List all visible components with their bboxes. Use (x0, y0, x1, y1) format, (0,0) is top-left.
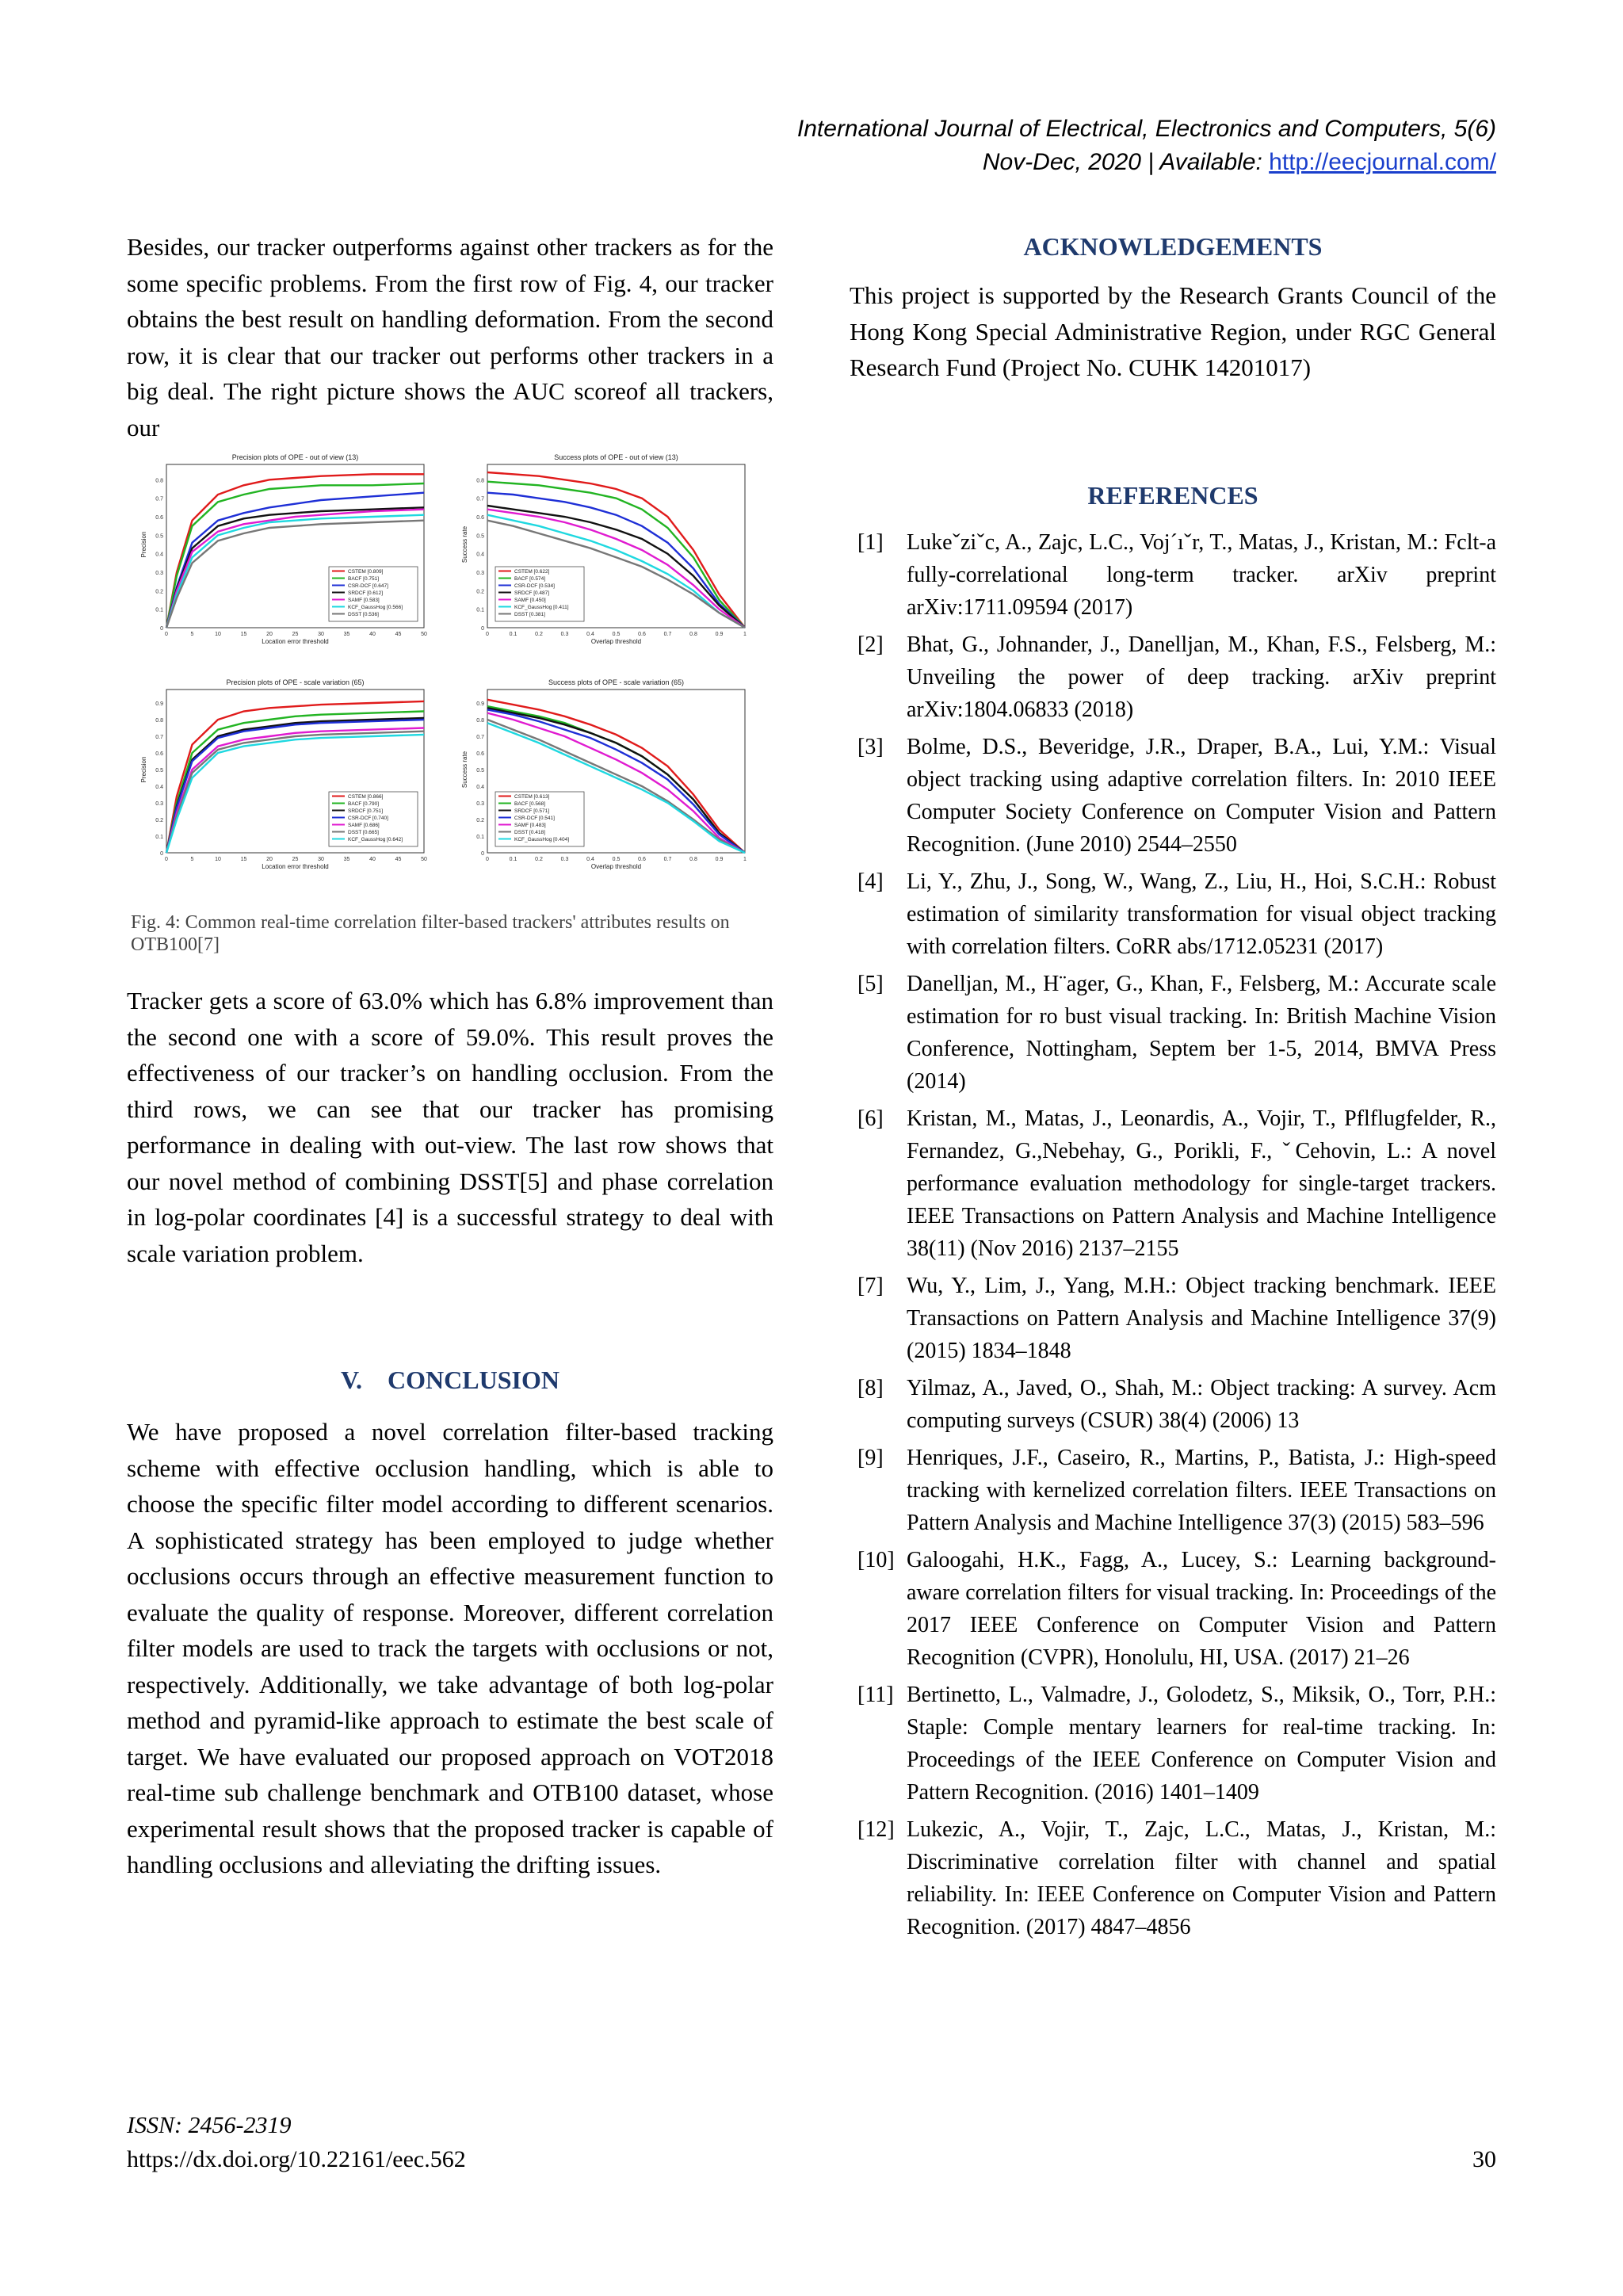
x-tick-label: 15 (240, 857, 247, 862)
acknowledgements-heading: ACKNOWLEDGEMENTS (1023, 232, 1323, 261)
chart-panel (140, 678, 427, 870)
x-tick-label: 30 (318, 632, 324, 637)
reference-text: Danelljan, M., H¨ager, G., Khan, F., Felsberg, M.: Accurate scale estimation for ro bust visual tracking. In: British Machine Vision Conference, Nottingham, Septem ber 1-5, 2014, BMVA Press (2014) (907, 972, 1496, 1094)
reference-item (857, 968, 1496, 1098)
x-tick-label: 0.8 (689, 632, 697, 637)
x-tick-label: 20 (266, 632, 273, 637)
x-tick-label: 0.5 (612, 632, 621, 637)
y-tick-label: 0.6 (476, 751, 484, 757)
reference-text: Bertinetto, L., Valmadre, J., Golodetz, S., Miksik, O., Torr, P.H.: Staple: Comple mentary learners for real-time tracking. In: Proceedings of the IEEE Conference on Computer Vision and Pattern Recognition. (2016) 1401–1409 (907, 1683, 1496, 1805)
x-tick-label: 25 (292, 632, 299, 637)
reference-number: [8] (857, 1376, 884, 1400)
reference-text: Lukeˇziˇc, A., Zajc, L.C., Voj´ıˇr, T., Matas, J., Kristan, M.: Fclt-a fully-correlational long-term tracker. arXiv preprint arXiv:1711.09594 (2017) (907, 530, 1496, 620)
reference-number: [9] (857, 1446, 884, 1470)
reference-text: Henriques, J.F., Caseiro, R., Martins, P., Batista, J.: High-speed tracking with kernelized correlation filters. IEEE Transactions on Pattern Analysis and Machine Intelligence 37(3) (2015) 583–596 (907, 1446, 1496, 1535)
y-tick-label: 0.4 (155, 552, 163, 558)
journal-url-link[interactable]: http://eecjournal.com/ (1269, 149, 1496, 175)
journal-issue: Nov-Dec, 2020 | Available: (982, 149, 1270, 175)
y-tick-label: 0.8 (155, 718, 163, 724)
y-tick-label: 0.8 (476, 718, 484, 724)
legend-label: DSST [0.665] (348, 830, 379, 835)
acknowledgements-paragraph: This project is supported by the Research Grants Council of the Hong Kong Special Administrative Region, under RGC General Research Fund (Project No. CUHK 14201017) (850, 281, 1496, 381)
figure-caption: Fig. 4: Common real-time correlation filter-based trackers' attributes results on OTB100[7] (131, 912, 730, 955)
chart-panel (461, 678, 747, 870)
x-tick-label: 40 (369, 857, 376, 862)
legend-label: BACF [0.568] (514, 801, 546, 807)
legend-label: CSTEM [0.613] (514, 794, 550, 800)
x-tick-label: 0.8 (689, 857, 697, 862)
legend-label: DSST [0.418] (514, 830, 545, 835)
reference-item (857, 865, 1496, 963)
page-number: 30 (1472, 2146, 1496, 2172)
reference-item (857, 1270, 1496, 1367)
x-tick-label: 0.3 (560, 632, 569, 637)
y-tick-label: 0.9 (476, 701, 484, 707)
legend-label: DSST [0.536] (348, 612, 379, 617)
x-tick-label: 0 (486, 857, 489, 862)
reference-item (857, 526, 1496, 624)
reference-text: Bolme, D.S., Beveridge, J.R., Draper, B.A., Lui, Y.M.: Visual object tracking using adaptive correlation filters. In: 2010 IEEE Computer Society Conference on Computer Vision and Pattern Recognition. (June 2010) 2544–2550 (907, 735, 1496, 857)
footer-issn: ISSN: 2456-2319 (127, 2112, 292, 2138)
y-tick-label: 0.7 (155, 735, 163, 740)
x-tick-label: 40 (369, 632, 376, 637)
y-tick-label: 0.4 (476, 785, 484, 790)
legend-label: CSTEM [0.866] (348, 794, 384, 800)
y-tick-label: 0.5 (476, 533, 484, 540)
conclusion-paragraph: We have proposed a novel correlation filter-based tracking scheme with effective occlusion handling, which is able to choose the specific filter model according to different scenarios. A sophisticated strategy has been employed to judge whether occlusions occurs through an effective measurement function to evaluate the quality of response. Moreover, different correlation filter models are used to track the targets with occlusions or not, respectively. Additionally, we take advantage of both log-polar method and pyramid-like approach to estimate the best scale of target. We have evaluated our proposed approach on VOT2018 real-time sub challenge benchmark and OTB100 dataset, whose experimental result shows that the proposed tracker is capable of handling occlusions and alleviating the drifting issues. (127, 1418, 773, 1878)
reference-item (857, 1372, 1496, 1437)
legend-label: CSTEM [0.809] (348, 569, 384, 575)
reference-number: [4] (857, 869, 884, 894)
legend-label: CSR-DCF [0.534] (514, 583, 555, 589)
legend-label: KCF_GaussHog [0.404] (514, 837, 570, 842)
x-axis-label: Overlap threshold (590, 863, 642, 870)
reference-number: [10] (857, 1548, 895, 1572)
x-tick-label: 5 (190, 857, 194, 862)
legend-label: KCF_GaussHog [0.642] (348, 837, 403, 842)
x-axis-label: Overlap threshold (590, 638, 642, 645)
x-tick-label: 15 (240, 632, 247, 637)
legend-label: SAMF [0.686] (348, 823, 380, 828)
x-tick-label: 1 (743, 857, 747, 862)
figure-4 (127, 450, 785, 930)
x-tick-label: 20 (266, 857, 273, 862)
x-tick-label: 0.7 (663, 857, 672, 862)
reference-text: Kristan, M., Matas, J., Leonardis, A., Vojir, T., Pflflugfelder, R., Fernandez, G.,Nebehay, G., Porikli, F., ˇCehovin, L.: A novel performance evaluation methodology for single-target trackers. IEEE Transactions on Pattern Analysis and Machine Intelligence 38(11) (Nov 2016) 2137–2155 (907, 1106, 1496, 1261)
y-tick-label: 0.7 (476, 496, 484, 502)
reference-number: [6] (857, 1106, 884, 1131)
legend-label: DSST [0.381] (514, 612, 545, 617)
y-tick-label: 0.7 (476, 735, 484, 740)
x-axis-label: Location error threshold (262, 638, 329, 645)
x-tick-label: 0.7 (663, 632, 672, 637)
y-tick-label: 0.8 (155, 478, 163, 484)
reference-item (857, 1544, 1496, 1674)
y-axis-label: Success rate (461, 525, 468, 563)
x-tick-label: 0.4 (586, 632, 594, 637)
reference-item (857, 1679, 1496, 1809)
y-tick-label: 0.8 (476, 478, 484, 484)
x-tick-label: 0.6 (638, 857, 646, 862)
reference-text: Li, Y., Zhu, J., Song, W., Wang, Z., Liu, H., Hoi, S.C.H.: Robust estimation of similarity transformation for visual object tracking with correlation filters. CoRR abs/1712.05231 (2017) (907, 869, 1496, 959)
reference-text: Yilmaz, A., Javed, O., Shah, M.: Object tracking: A survey. Acm computing surveys (CSUR) 38(4) (2006) 13 (907, 1376, 1496, 1433)
x-tick-label: 0.9 (715, 857, 724, 862)
legend-label: BACF [0.790] (348, 801, 380, 807)
y-axis-label: Precision (140, 756, 147, 783)
x-tick-label: 35 (343, 632, 350, 637)
y-tick-label: 0.2 (476, 818, 484, 823)
reference-text: Wu, Y., Lim, J., Yang, M.H.: Object tracking benchmark. IEEE Transactions on Pattern Analysis and Machine Intelligence 37(9) (2015) 1834–1848 (907, 1274, 1496, 1363)
legend-label: SAMF [0.583] (348, 598, 380, 603)
y-tick-label: 0.1 (476, 607, 484, 613)
legend-label: SAMF [0.450] (514, 598, 546, 603)
x-tick-label: 35 (343, 857, 350, 862)
reference-number: [3] (857, 735, 884, 759)
y-tick-label: 0.7 (155, 496, 163, 502)
x-tick-label: 5 (190, 632, 194, 637)
legend-label: CSR-DCF [0.647] (348, 583, 388, 589)
x-tick-label: 0.1 (509, 632, 517, 637)
y-tick-label: 0 (160, 851, 163, 857)
y-tick-label: 0.2 (476, 589, 484, 595)
y-tick-label: 0.3 (476, 801, 484, 807)
legend-label: CSTEM [0.622] (514, 569, 550, 575)
reference-item (857, 1813, 1496, 1943)
x-tick-label: 0.6 (638, 632, 646, 637)
journal-title: International Journal of Electrical, Electronics and Computers, 5(6) (796, 116, 1496, 142)
y-tick-label: 0.9 (155, 701, 163, 707)
reference-item (857, 1102, 1496, 1265)
x-tick-label: 25 (292, 857, 299, 862)
x-tick-label: 0.5 (612, 857, 621, 862)
x-tick-label: 50 (421, 632, 427, 637)
x-axis-label: Location error threshold (262, 863, 329, 870)
x-tick-label: 0 (486, 632, 489, 637)
conclusion-heading: V. CONCLUSION (341, 1366, 559, 1394)
chart-panel (140, 453, 427, 645)
y-tick-label: 0.1 (476, 835, 484, 840)
reference-item (857, 628, 1496, 726)
legend-label: BACF [0.574] (514, 576, 546, 582)
footer-doi-link[interactable]: https://dx.doi.org/10.22161/eec.562 (127, 2146, 466, 2172)
y-axis-label: Precision (140, 531, 147, 558)
y-axis-label: Success rate (461, 751, 468, 789)
reference-number: [1] (857, 530, 884, 555)
journal-issue-line (797, 146, 1496, 179)
chart-panel (461, 453, 747, 645)
y-tick-label: 0.5 (476, 768, 484, 774)
y-tick-label: 0 (481, 626, 484, 632)
y-tick-label: 0.4 (155, 785, 163, 790)
reference-text: Bhat, G., Johnander, J., Danelljan, M., Khan, F.S., Felsberg, M.: Unveiling the power of deep tracking. arXiv preprint arXiv:1804.06833 (2018) (907, 632, 1496, 722)
x-tick-label: 0.4 (586, 857, 594, 862)
x-tick-label: 50 (421, 857, 427, 862)
x-tick-label: 0.2 (535, 632, 543, 637)
journal-header (797, 113, 1496, 179)
y-tick-label: 0.3 (476, 571, 484, 576)
figure-4-charts (127, 450, 785, 910)
y-tick-label: 0.1 (155, 835, 163, 840)
x-tick-label: 45 (395, 632, 402, 637)
y-tick-label: 0.6 (155, 515, 163, 521)
reference-number: [7] (857, 1274, 884, 1298)
reference-item (857, 1442, 1496, 1539)
x-tick-label: 10 (215, 857, 221, 862)
chart-title: Precision plots of OPE - out of view (13) (231, 453, 359, 461)
y-tick-label: 0.1 (155, 607, 163, 613)
reference-list (857, 526, 1496, 1948)
legend-label: SRDCF [0.612] (348, 590, 384, 596)
y-tick-label: 0.6 (155, 751, 163, 757)
reference-number: [2] (857, 632, 884, 657)
left-paragraph-2: Tracker gets a score of 63.0% which has 6.8% improvement than the second one with a score of 59.0%. This result proves the effectiveness of our tracker’s on handling occlusion. From the third rows, we can see that our tracker has promising performance in dealing with out-view. The last row shows that our novel method of combining DSST[5] and phase correlation in log-polar coordinates [4] is a successful strategy to deal with scale variation problem. (127, 987, 773, 1267)
x-tick-label: 0 (165, 632, 168, 637)
y-tick-label: 0.2 (155, 589, 163, 595)
references-heading: REFERENCES (1087, 481, 1258, 510)
legend-label: SAMF [0.483] (514, 823, 546, 828)
reference-item (857, 731, 1496, 861)
reference-number: [5] (857, 972, 884, 996)
legend-label: KCF_GaussHog [0.566] (348, 605, 403, 610)
legend-label: KCF_GaussHog [0.411] (514, 605, 569, 610)
x-tick-label: 45 (395, 857, 402, 862)
y-tick-label: 0.4 (476, 552, 484, 558)
reference-text: Lukezic, A., Vojir, T., Zajc, L.C., Matas, J., Kristan, M.: Discriminative correlation filter with channel and spatial reliability. In: IEEE Conference on Computer Vision and Pattern Recognition. (2017) 4847–4856 (907, 1817, 1496, 1939)
legend-label: SRDCF [0.487] (514, 590, 550, 596)
left-paragraph-1: Besides, our tracker outperforms against other trackers as for the some specific problems. From the first row of Fig. 4, our tracker obtains the best result on handling deformation. From the second row, it is clear that our tracker out performs other trackers in a big deal. The right picture shows the AUC scoreof all trackers, our (127, 233, 773, 441)
y-tick-label: 0.2 (155, 818, 163, 823)
legend-label: SRDCF [0.751] (348, 808, 384, 814)
y-tick-label: 0.5 (155, 768, 163, 774)
legend-label: BACF [0.751] (348, 576, 380, 582)
legend-label: SRDCF [0.571] (514, 808, 550, 814)
y-tick-label: 0 (160, 626, 163, 632)
legend-label: CSR-DCF [0.541] (514, 816, 555, 821)
legend-label: CSR-DCF [0.740] (348, 816, 388, 821)
x-tick-label: 10 (215, 632, 221, 637)
reference-number: [11] (857, 1683, 894, 1707)
x-tick-label: 1 (743, 632, 747, 637)
y-tick-label: 0.3 (155, 801, 163, 807)
x-tick-label: 0.1 (509, 857, 517, 862)
y-tick-label: 0.6 (476, 515, 484, 521)
x-tick-label: 0 (165, 857, 168, 862)
y-tick-label: 0.5 (155, 533, 163, 540)
chart-title: Precision plots of OPE - scale variation (65) (226, 678, 365, 686)
x-tick-label: 0.2 (535, 857, 543, 862)
y-tick-label: 0 (481, 851, 484, 857)
chart-title: Success plots of OPE - scale variation (65) (548, 678, 685, 686)
y-tick-label: 0.3 (155, 571, 163, 576)
x-tick-label: 0.3 (560, 857, 569, 862)
reference-number: [12] (857, 1817, 895, 1842)
reference-text: Galoogahi, H.K., Fagg, A., Lucey, S.: Learning background-aware correlation filters for visual tracking. In: Proceedings of the 2017 IEEE Conference on Computer Vision and Pattern Recognition (CVPR), Honolulu, HI, USA. (2017) 21–26 (907, 1548, 1496, 1670)
x-tick-label: 0.9 (715, 632, 724, 637)
x-tick-label: 30 (318, 857, 324, 862)
chart-title: Success plots of OPE - out of view (13) (554, 453, 678, 461)
